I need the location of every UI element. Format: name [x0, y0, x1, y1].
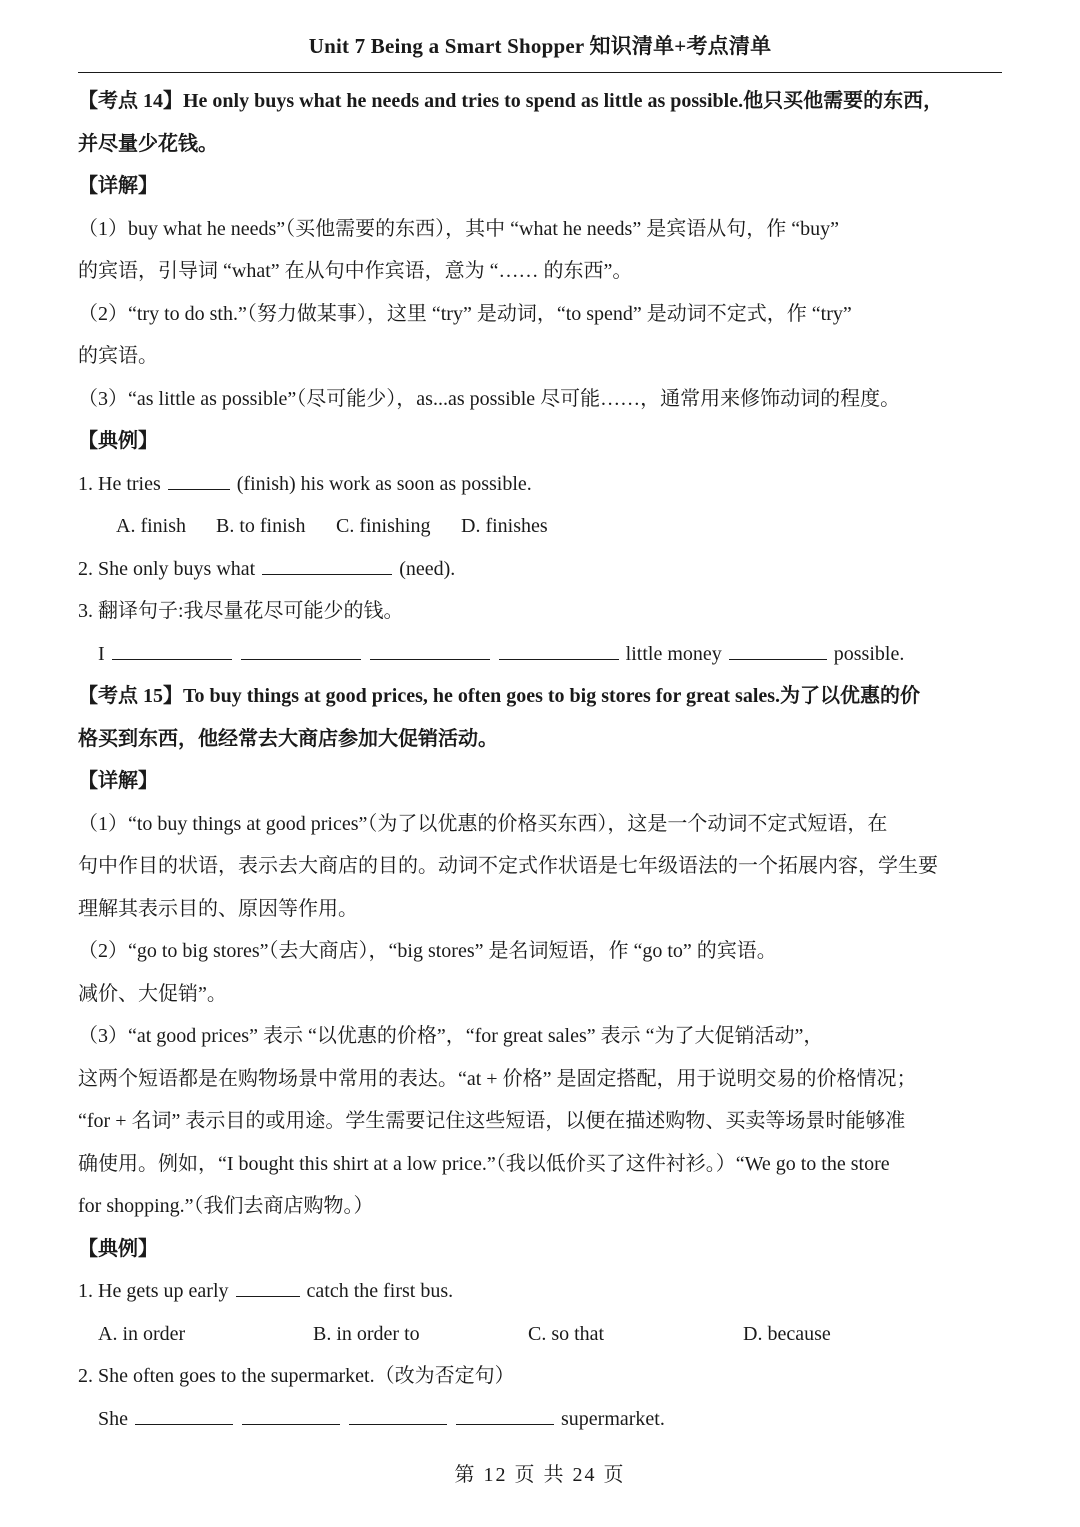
answer-blank[interactable]: [456, 1406, 554, 1425]
answer-blank[interactable]: [236, 1278, 300, 1297]
answer-blank[interactable]: [370, 641, 490, 660]
point14-question-3: 3. 翻译句子:我尽量花尽可能少的钱。: [78, 600, 404, 622]
option-c: C. so that: [528, 1322, 605, 1345]
answer-blank[interactable]: [729, 641, 827, 660]
q3-mid: little money: [625, 642, 722, 665]
point15-detail-2a: （2）“go to big stores”（去大商店），“big stores” 是名词短语，作 “go to” 的宾语。: [78, 940, 777, 962]
point15-detail-heading: 【详解】: [78, 770, 158, 792]
option-c: C. finishing: [336, 515, 431, 537]
point14-title-line2: 并尽量少花钱。: [78, 132, 218, 155]
q1-text-before: 1. He gets up early: [78, 1280, 229, 1302]
document-body: [78, 80, 1004, 1440]
point15-q2-answer-line: [78, 1398, 1004, 1441]
point15-title-line2: 格买到东西，他经常去大商店参加大促销活动。: [78, 727, 498, 750]
option-d: D. finishes: [461, 515, 548, 537]
point15-detail-3c: “for + 名词” 表示目的或用途。学生需要记住这些短语，以便在描述购物、买卖等场景时能够准: [78, 1110, 906, 1132]
point14-question-1: [78, 463, 1004, 506]
point15-example-heading: 【典例】: [78, 1237, 158, 1260]
page-header: Unit 7 Being a Smart Shopper 知识清单+考点清单: [308, 34, 772, 58]
q3-end: possible.: [833, 642, 905, 665]
point15-q1-options: [78, 1313, 1004, 1356]
page-number: 第 12 页 共 24 页: [454, 1464, 626, 1486]
answer-blank[interactable]: [242, 1406, 340, 1425]
point15-detail-3b: 这两个短语都是在购物场景中常用的表达。“at + 价格” 是固定搭配，用于说明交易的价格情况；: [78, 1067, 917, 1090]
point15-detail-3a: （3）“at good prices” 表示 “以优惠的价格”，“for great sales” 表示 “为了大促销活动”，: [78, 1025, 824, 1047]
point14-detail-2a: （2）“try to do sth.”（努力做某事），这里 “try” 是动词，“to spend” 是动词不定式，作 “try”: [78, 302, 852, 325]
point15-detail-1a: （1）“to buy things at good prices”（为了以优惠的价格买东西），这是一个动词不定式短语，在: [78, 812, 888, 835]
point14-q1-options: [78, 505, 1004, 548]
q1-text-after: (finish) his work as soon as possible.: [236, 472, 532, 495]
answer-blank[interactable]: [168, 471, 230, 490]
option-a: A. finish: [116, 515, 186, 537]
answer-blank[interactable]: [135, 1406, 233, 1425]
q2-text-before: 2. She only buys what: [78, 557, 256, 580]
point15-question-1: [78, 1270, 1004, 1313]
q3-start: I: [98, 642, 105, 665]
point15-detail-3e: for shopping.”（我们去商店购物。）: [78, 1195, 374, 1217]
point15-detail-1b: 句中作目的状语，表示去大商店的目的。动词不定式作状语是七年级语法的一个拓展内容，学生要: [78, 855, 938, 877]
q1-text-after: catch the first bus.: [306, 1280, 454, 1302]
point15-detail-2b: 减价、大促销”。: [78, 982, 227, 1005]
option-d: D. because: [743, 1322, 831, 1345]
point14-question-2: [78, 548, 1004, 591]
q1-text-before: 1. He tries: [78, 472, 161, 495]
point15-title-line1: 【考点 15】To buy things at good prices, he often goes to big stores for great sales.为了以优惠的价: [78, 685, 921, 707]
q2-end: supermarket.: [561, 1407, 665, 1430]
option-b: B. to finish: [216, 515, 306, 537]
q2-text-after: (need).: [399, 557, 456, 580]
point15-detail-3d: 确使用。例如，“I bought this shirt at a low price.”（我以低价买了这件衬衫。）“We go to the store: [78, 1152, 890, 1175]
answer-blank[interactable]: [112, 641, 232, 660]
answer-blank[interactable]: [499, 641, 619, 660]
answer-blank[interactable]: [349, 1406, 447, 1425]
point14-detail-heading: 【详解】: [78, 175, 158, 197]
answer-blank[interactable]: [262, 556, 392, 575]
header-divider: [78, 72, 1002, 73]
answer-blank[interactable]: [241, 641, 361, 660]
point14-detail-1b: 的宾语，引导词 “what” 在从句中作宾语，意为 “…… 的东西”。: [78, 260, 633, 282]
point15-detail-1c: 理解其表示目的、原因等作用。: [78, 897, 358, 920]
point14-q3-answer-line: [78, 633, 1004, 676]
point14-title-line1: 【考点 14】He only buys what he needs and tries to spend as little as possible.他只买他需要的东西，: [78, 90, 944, 112]
point14-detail-2b: 的宾语。: [78, 345, 158, 367]
point14-detail-3: （3）“as little as possible”（尽可能少），as...as possible 尽可能……，通常用来修饰动词的程度。: [78, 387, 901, 410]
option-b: B. in order to: [313, 1322, 420, 1345]
q2-start: She: [98, 1407, 128, 1430]
point14-example-heading: 【典例】: [78, 430, 158, 452]
point14-detail-1a: （1）buy what he needs”（买他需要的东西），其中 “what he needs” 是宾语从句，作 “buy”: [78, 217, 839, 240]
option-a: A. in order: [98, 1322, 186, 1345]
point15-question-2: 2. She often goes to the supermarket.（改为否定句）: [78, 1365, 515, 1387]
